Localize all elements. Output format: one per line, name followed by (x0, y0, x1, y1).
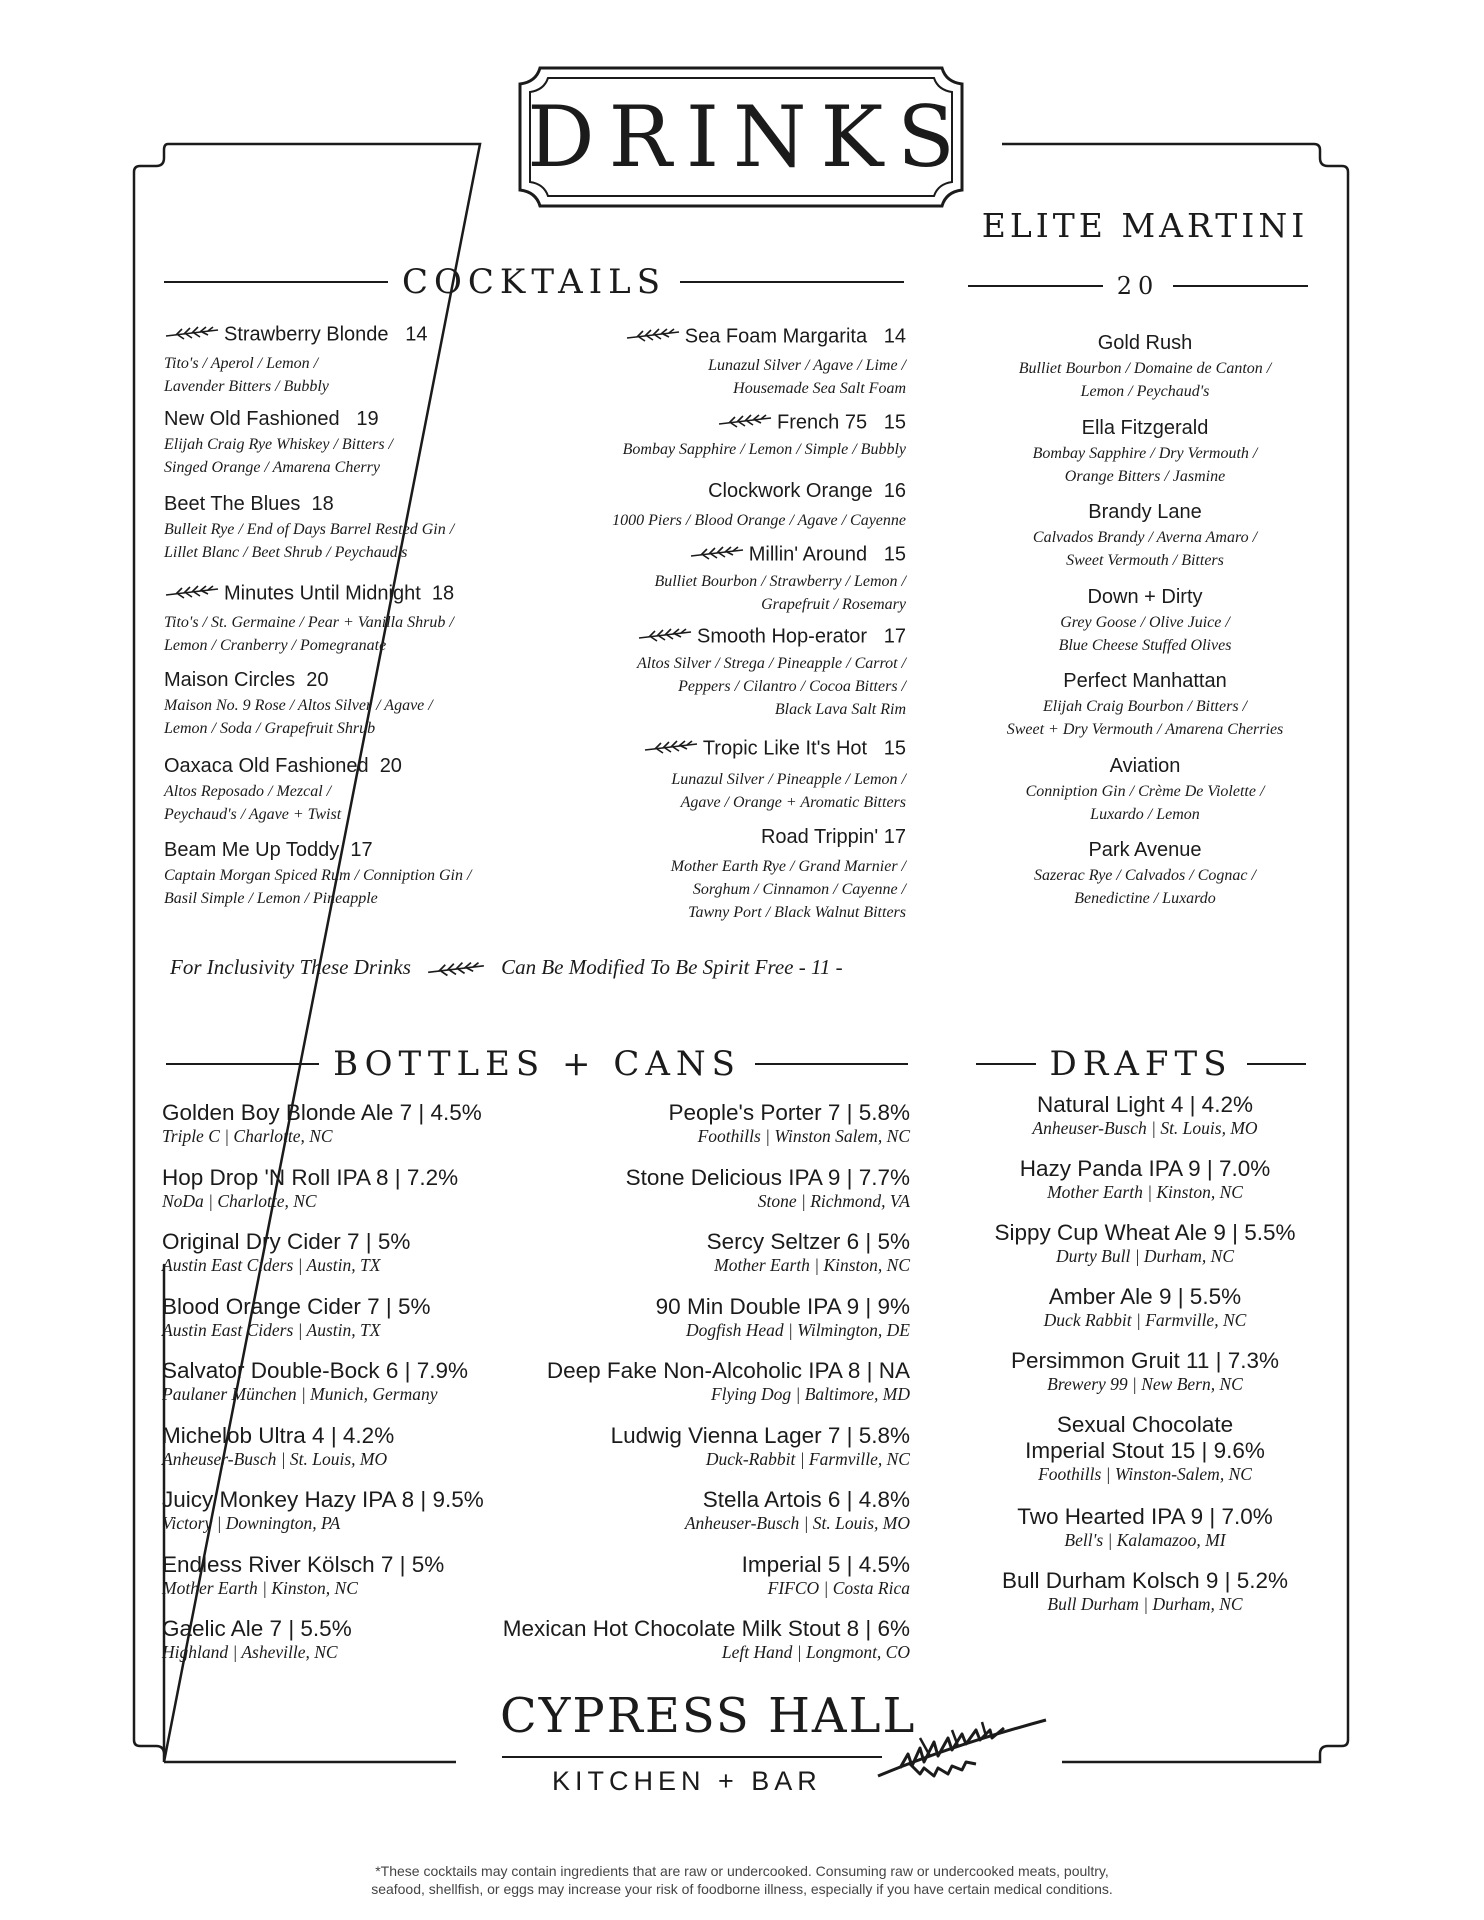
bottle-origin: Victory | Downington, PA (162, 1513, 341, 1533)
bottle-origin: Paulaner München | Munich, Germany (162, 1384, 438, 1404)
bottle-origin: Left Hand | Longmont, CO (721, 1642, 910, 1662)
martini-item (960, 332, 1330, 417)
cocktail-name: Road Trippin' (760, 826, 879, 848)
cocktail-name: Smooth Hop-erator (697, 625, 868, 648)
martini-item (960, 755, 1330, 840)
cocktails-heading (164, 262, 904, 302)
cocktail-item (540, 542, 906, 624)
heading-rule-left (164, 281, 388, 283)
draft-name: Hazy Panda IPA 9 | 7.0% (1019, 1156, 1271, 1181)
martini-name: Gold Rush (1097, 332, 1193, 354)
cocktail-desc: Sorghum / Cinnamon / Cayenne / (692, 881, 906, 898)
cocktail-desc: Elijah Craig Rye Whiskey / Bitters / (164, 436, 393, 453)
martini-name: Down + Dirty (1087, 585, 1203, 608)
martini-desc: Lemon / Peychaud's (1080, 383, 1210, 400)
heading-rule-left (976, 1063, 1036, 1065)
draft-origin: Durty Bull | Durham, NC (1055, 1246, 1235, 1266)
martini-name: Park Avenue (1088, 839, 1202, 861)
bottle-origin: Highland | Asheville, NC (162, 1642, 338, 1662)
martini-desc: Sazerac Rye / Calvados / Cognac / (1034, 867, 1256, 884)
cocktail-desc: Agave / Orange + Aromatic Bitters (680, 794, 906, 811)
cocktail-name: Beam Me Up Toddy (164, 839, 340, 861)
heading-rule-right (680, 281, 904, 283)
cypress-hall-logo (500, 1688, 1060, 1808)
martini-desc: Bulliet Bourbon / Domaine de Canton / (1018, 360, 1272, 377)
martini-name: Ella Fitzgerald (1081, 416, 1209, 439)
draft-origin: Brewery 99 | New Bern, NC (1047, 1374, 1243, 1394)
cocktail-desc: Bombay Sapphire / Lemon / Simple / Bubbly (622, 441, 906, 458)
logo-rule (502, 1756, 882, 1758)
bottle-name: Imperial 5 | 4.5% (741, 1551, 910, 1577)
bottle-origin: Anheuser-Busch | St. Louis, MO (162, 1448, 388, 1469)
bottle-item (460, 1165, 910, 1230)
bottle-item (460, 1423, 910, 1488)
bottle-name: Endless River Kölsch 7 | 5% (162, 1551, 445, 1577)
cocktail-price: 20 (306, 669, 329, 691)
bottle-origin: Flying Dog | Baltimore, MD (710, 1384, 910, 1404)
bottle-origin: FIFCO | Costa Rica (767, 1577, 910, 1598)
bottle-origin: Mother Earth | Kinston, NC (714, 1255, 910, 1275)
draft-item (960, 1504, 1330, 1568)
bottle-name: Original Dry Cider 7 | 5% (162, 1229, 411, 1254)
cocktail-name: Oaxaca Old Fashioned (164, 755, 369, 777)
cocktail-name: Minutes Until Midnight (224, 582, 421, 605)
cocktail-item (540, 624, 906, 736)
logo-name: CYPRESS HALL (500, 1688, 917, 1744)
cocktail-desc: Altos Silver / Strega / Pineapple / Carrot / (636, 655, 906, 672)
martini-desc: Luxardo / Lemon (1090, 805, 1200, 823)
draft-origin: Bull Durham | Durham, NC (1047, 1594, 1243, 1614)
draft-item (960, 1220, 1330, 1284)
bottle-origin: Triple C | Charlotte, NC (162, 1126, 333, 1146)
cocktail-desc: Maison No. 9 Rose / Altos Silver / Agave / (164, 697, 433, 714)
bottle-name: Stella Artois 6 | 4.8% (702, 1487, 910, 1512)
martini-desc: Bombay Sapphire / Dry Vermouth / (1032, 444, 1258, 462)
draft-item (960, 1092, 1330, 1156)
heading-rule-right (755, 1063, 908, 1065)
cocktail-price: 17 (883, 826, 906, 848)
cocktail-desc: Lillet Blanc / Beet Shrub / Peychaud's (164, 544, 408, 561)
cocktail-name: New Old Fashioned (164, 408, 340, 430)
cocktail-item (540, 826, 906, 924)
cocktail-desc: Tawny Port / Black Walnut Bitters (688, 904, 906, 921)
bottle-origin: Mother Earth | Kinston, NC (162, 1577, 358, 1598)
draft-origin: Duck Rabbit | Farmville, NC (1043, 1310, 1247, 1330)
bottle-origin: Anheuser-Busch | St. Louis, MO (684, 1513, 910, 1533)
elite-martini-price: 20 (1116, 272, 1160, 300)
drafts-list (960, 1092, 1330, 1615)
cocktail-desc: Lunazul Silver / Agave / Lime / (708, 357, 906, 374)
allergy-disclaimer (192, 1862, 1292, 1898)
cocktail-name: French 75 (777, 411, 868, 434)
draft-name-line2: Imperial Stout 15 | 9.6% (1025, 1438, 1265, 1463)
cocktail-price: 18 (431, 582, 455, 605)
elite-martini-heading: ELITE MARTINI (981, 206, 1309, 245)
draft-name: Natural Light 4 | 4.2% (1037, 1092, 1253, 1117)
draft-item (960, 1568, 1330, 1615)
bottle-name: 90 Min Double IPA 9 | 9% (655, 1293, 910, 1319)
bottle-item (460, 1487, 910, 1552)
bottle-name: Juicy Monkey Hazy IPA 8 | 9.5% (162, 1487, 484, 1512)
cocktail-price: 15 (883, 543, 906, 566)
heading-rule-right (1247, 1063, 1307, 1065)
martini-item (960, 586, 1330, 671)
draft-name: Bull Durham Kolsch 9 | 5.2% (1002, 1568, 1288, 1593)
martini-item (960, 501, 1330, 586)
bottle-origin: Austin East Ciders | Austin, TX (162, 1319, 381, 1340)
bottle-name: Gaelic Ale 7 | 5.5% (162, 1616, 352, 1641)
spirit-free-sprig-icon (426, 957, 486, 983)
bottle-name: Salvator Double-Bock 6 | 7.9% (162, 1358, 469, 1383)
bottle-name: People's Porter 7 | 5.8% (668, 1100, 910, 1125)
cocktail-desc: Tito's / Aperol / Lemon / (164, 355, 319, 372)
cocktail-item (540, 736, 906, 826)
cocktail-desc: Black Lava Salt Rim (774, 701, 906, 718)
heading-rule-right (1173, 285, 1308, 287)
heading-rule-left (166, 1063, 319, 1065)
heading-rule-left (968, 285, 1103, 287)
bottle-item (460, 1616, 910, 1663)
drafts-heading (976, 1044, 1306, 1084)
cocktail-price: 14 (883, 325, 906, 348)
spirit-free-sprig-icon (625, 324, 681, 350)
martini-name: Perfect Manhattan (1063, 670, 1227, 692)
cocktail-price: 16 (883, 480, 906, 502)
cocktails-right-column (540, 324, 906, 924)
cocktail-desc: Lunazul Silver / Pineapple / Lemon / (671, 771, 906, 788)
martini-desc: Sweet Vermouth / Bitters (1066, 552, 1224, 569)
bottles-right-column (460, 1100, 910, 1663)
cocktail-desc: Lavender Bitters / Bubbly (164, 378, 329, 395)
cocktail-name: Strawberry Blonde (224, 323, 389, 346)
spirit-free-sprig-icon (164, 581, 220, 607)
spirit-free-sprig-icon (689, 542, 745, 568)
martini-item (960, 417, 1330, 502)
draft-name: Sippy Cup Wheat Ale 9 | 5.5% (994, 1220, 1296, 1245)
draft-name: Sexual Chocolate (1056, 1412, 1234, 1437)
martini-item (960, 670, 1330, 755)
cocktail-name: Millin' Around (748, 543, 868, 566)
menu-title-plaque (516, 68, 969, 206)
cocktail-desc: Tito's / St. Germaine / Pear + Vanilla Shrub / (164, 614, 454, 631)
cocktail-item (540, 474, 906, 542)
cocktail-item (164, 669, 564, 755)
draft-item (960, 1156, 1330, 1220)
cocktail-price: 19 (356, 408, 379, 430)
note-text-after: Can Be Modified To Be Spirit Free - 11 - (501, 955, 843, 979)
bottle-name: Michelob Ultra 4 | 4.2% (162, 1422, 395, 1448)
cocktail-price: 14 (405, 323, 428, 346)
cocktail-price: 17 (883, 625, 906, 648)
bottle-name: Ludwig Vienna Lager 7 | 5.8% (610, 1422, 910, 1448)
draft-origin: Bell's | Kalamazoo, MI (1064, 1530, 1226, 1550)
cocktail-desc: Altos Reposado / Mezcal / (164, 783, 332, 800)
cocktail-desc: Housemade Sea Salt Foam (733, 380, 906, 397)
cocktail-price: 15 (883, 737, 906, 760)
martini-name: Aviation (1109, 754, 1181, 777)
martini-name: Brandy Lane (1088, 501, 1202, 523)
cocktail-price: 15 (883, 411, 906, 434)
cocktail-price: 18 (311, 493, 334, 515)
draft-item (960, 1348, 1330, 1412)
cypress-branch-icon (870, 1706, 1050, 1788)
cocktail-name: Sea Foam Margarita (684, 325, 868, 348)
cocktail-desc: Bulleit Rye / End of Days Barrel Rested Gin / (164, 521, 455, 538)
bottle-name: Deep Fake Non-Alcoholic IPA 8 | NA (546, 1358, 910, 1383)
martini-desc: Orange Bitters / Jasmine (1064, 467, 1226, 485)
martini-desc: Sweet + Dry Vermouth / Amarena Cherries (1006, 721, 1284, 738)
bottle-origin: Duck-Rabbit | Farmville, NC (705, 1448, 910, 1469)
cocktails-left-column (164, 322, 564, 910)
bottle-name: Blood Orange Cider 7 | 5% (162, 1293, 431, 1319)
cocktail-name: Maison Circles (164, 669, 296, 691)
cocktail-desc: Basil Simple / Lemon / Pineapple (164, 890, 378, 907)
bottle-origin: Foothills | Winston Salem, NC (697, 1126, 910, 1146)
cocktail-item (164, 839, 564, 910)
bottle-name: Mexican Hot Chocolate Milk Stout 8 | 6% (502, 1616, 910, 1641)
cocktail-desc: 1000 Piers / Blood Orange / Agave / Cayenne (612, 512, 906, 529)
bottle-item (460, 1294, 910, 1359)
cocktail-item (540, 324, 906, 410)
disclaimer-line: *These cocktails may contain ingredients that are raw or undercooked. Consuming raw or undercooked meats, poultry, (375, 1863, 1109, 1879)
martini-desc: Calvados Brandy / Averna Amaro / (1032, 529, 1258, 546)
martini-desc: Blue Cheese Stuffed Olives (1058, 636, 1232, 654)
cocktail-desc: Lemon / Cranberry / Pomegranate (164, 637, 387, 654)
bottle-origin: NoDa | Charlotte, NC (162, 1190, 317, 1211)
cocktail-price: 20 (379, 755, 402, 777)
draft-origin: Foothills | Winston-Salem, NC (1038, 1464, 1252, 1484)
cocktail-desc: Mother Earth Rye / Grand Marnier / (670, 858, 906, 875)
draft-name: Persimmon Gruit 11 | 7.3% (1010, 1348, 1280, 1373)
spirit-free-note (170, 955, 910, 983)
cocktail-name: Clockwork Orange (708, 480, 873, 502)
draft-origin: Anheuser-Busch | St. Louis, MO (1032, 1118, 1258, 1138)
cocktail-name: Tropic Like It's Hot (702, 737, 868, 760)
drafts-heading-text: DRAFTS (1049, 1044, 1233, 1084)
spirit-free-sprig-icon (717, 410, 773, 436)
bottle-origin: Dogfish Head | Wilmington, DE (685, 1319, 910, 1340)
cocktail-item (164, 408, 564, 493)
menu-title: DRINKS (527, 88, 969, 186)
cocktail-desc: Lemon / Soda / Grapefruit Shrub (164, 720, 376, 737)
bottle-item (460, 1100, 910, 1165)
elite-martini-price-line (968, 272, 1308, 300)
cocktails-heading-text: COCKTAILS (402, 262, 666, 302)
bottles-cans-heading (166, 1044, 908, 1084)
logo-subtitle: KITCHEN + BAR (552, 1766, 822, 1796)
draft-item (960, 1284, 1330, 1348)
cocktail-name: Beet The Blues (164, 493, 301, 515)
bottles-cans-heading-text: BOTTLES + CANS (333, 1044, 741, 1084)
elite-martini-list (960, 332, 1330, 910)
disclaimer-line: seafood, shellfish, or eggs may increase your risk of foodborne illness, especially if you have certain medical conditions. (371, 1881, 1113, 1897)
martini-item (960, 839, 1330, 910)
martini-desc: Elijah Craig Bourbon / Bitters / (1042, 698, 1247, 715)
bottle-origin: Stone | Richmond, VA (757, 1190, 910, 1211)
bottle-item (460, 1229, 910, 1294)
draft-origin: Mother Earth | Kinston, NC (1047, 1182, 1243, 1202)
cocktail-item (164, 755, 564, 839)
bottle-origin: Austin East Ciders | Austin, TX (162, 1255, 381, 1275)
cocktail-desc: Singed Orange / Amarena Cherry (164, 459, 380, 476)
draft-name: Amber Ale 9 | 5.5% (1048, 1284, 1242, 1309)
martini-desc: Benedictine / Luxardo (1074, 890, 1216, 907)
bottle-item (460, 1358, 910, 1423)
cocktail-desc: Peppers / Cilantro / Cocoa Bitters / (678, 678, 906, 695)
bottle-item (460, 1552, 910, 1617)
cocktail-item (164, 493, 564, 581)
bottle-name: Hop Drop 'N Roll IPA 8 | 7.2% (162, 1164, 459, 1190)
draft-item (960, 1412, 1330, 1504)
cocktail-desc: Grapefruit / Rosemary (761, 596, 906, 613)
martini-desc: Grey Goose / Olive Juice / (1060, 613, 1230, 631)
draft-name: Two Hearted IPA 9 | 7.0% (1017, 1504, 1273, 1529)
note-text-before: For Inclusivity These Drinks (170, 955, 411, 979)
cocktail-desc: Captain Morgan Spiced Rum / Conniption Gin / (164, 867, 472, 884)
spirit-free-sprig-icon (637, 624, 693, 650)
bottle-name: Sercy Seltzer 6 | 5% (706, 1229, 910, 1254)
spirit-free-sprig-icon (164, 322, 220, 348)
spirit-free-sprig-icon (643, 736, 699, 762)
cocktail-desc: Peychaud's / Agave + Twist (164, 806, 342, 823)
bottle-name: Golden Boy Blonde Ale 7 | 4.5% (162, 1100, 482, 1125)
cocktail-price: 17 (350, 839, 373, 861)
cocktail-item (164, 322, 564, 408)
cocktail-item (540, 410, 906, 474)
bottle-name: Stone Delicious IPA 9 | 7.7% (625, 1164, 910, 1190)
cocktail-item (164, 581, 564, 669)
martini-desc: Conniption Gin / Crème De Violette / (1025, 782, 1265, 800)
cocktail-desc: Bulliet Bourbon / Strawberry / Lemon / (654, 573, 906, 590)
